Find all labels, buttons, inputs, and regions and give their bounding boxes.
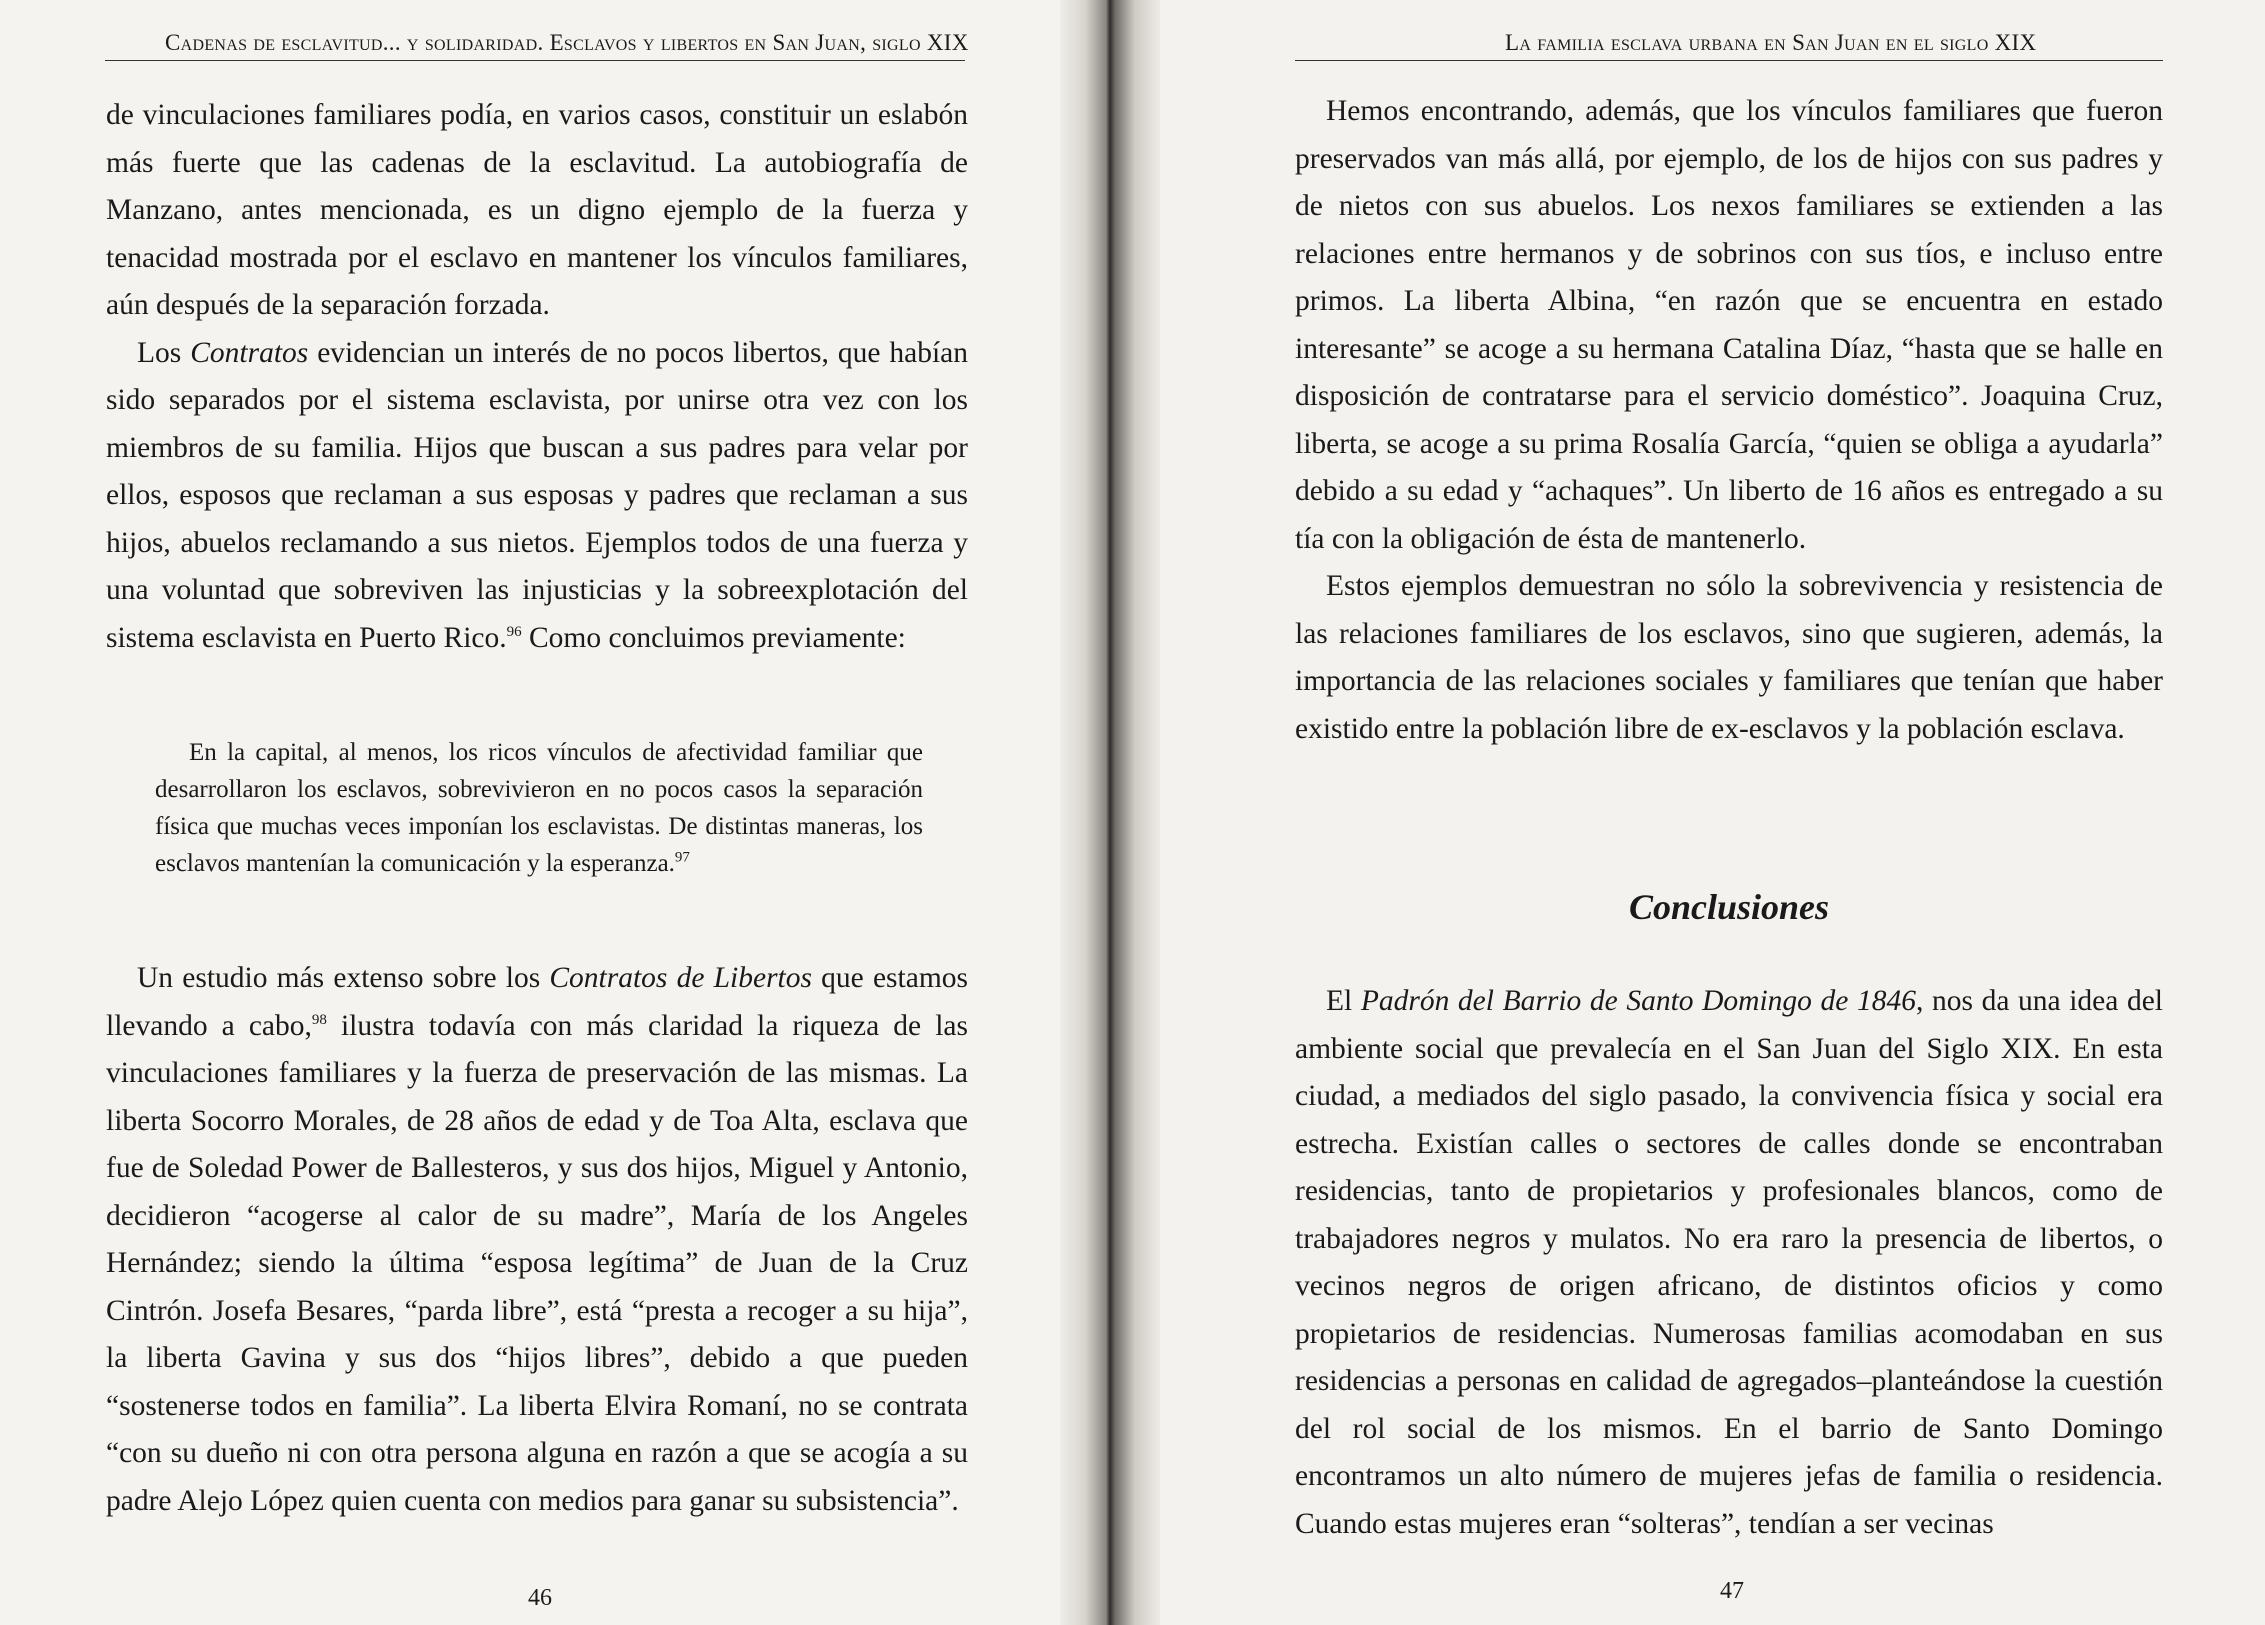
left-p3-start: Un estudio más extenso sobre los (137, 962, 550, 994)
page-number-left: 46 (528, 1585, 552, 1611)
right-text-block-1 (1295, 88, 2163, 753)
left-p3-mid: que estamos llevando a cabo, (106, 962, 968, 1042)
footnote-ref-96: 96 (506, 623, 522, 640)
running-head-left: Cadenas de esclavitud... y solidaridad. Esclavos y libertos en San Juan, siglo XIX (165, 30, 969, 55)
left-page (0, 0, 1060, 1625)
left-text-block-2 (106, 955, 968, 1525)
section-heading: Conclusiones (1628, 887, 1830, 927)
right-page (1160, 0, 2265, 1625)
right-p3-text: , nos da una idea del ambiente social que prevalecía en el San Juan del Siglo XIX. En esta ciudad, a mediados del siglo pasado, la convivencia física y social era estrecha. Existían calles o sectores de calles donde se encontraban residencias, tanto de propietarios y profesionales blancos, como de trabajadores negros y mulatos. No era raro la presencia de libertos, o vecinos negros de origen africano, de distintos oficios y como propietarios de residencias. Numerosas familias acomodaban en sus residencias a personas en calidad de agregados–planteándose la cuestión del rol social de los mismos. En el barrio de Santo Domingo encontramos un alto número de mujeres jefas de familia o residencia. Cuando estas mujeres eran “solteras”, tendían a ser vecinas (1295, 985, 2164, 1540)
left-paragraph-3 (106, 955, 968, 1525)
footnote-ref-98: 98 (311, 1011, 327, 1028)
right-text-block-2 (1295, 978, 2163, 1548)
left-text-block-1 (106, 92, 968, 662)
right-p3-start: El (1326, 985, 1361, 1017)
left-p2-italic: Contratos (190, 336, 309, 369)
left-paragraph-1: de vinculaciones familiares podía, en varios casos, constituir un eslabón más fuerte que las cadenas de la esclavitud. La autobiografía de Manzano, antes mencionada, es un digno ejemplo de la fuerza y tenacidad mostrada por el esclavo en mantener los vínculos familiares, aún después de la separación forzada. (106, 99, 968, 321)
header-rule-left (105, 60, 965, 61)
left-p3-text: ilustra todavía con más claridad la riqueza de las vinculaciones familiares y la fuerza de preservación de las mismas. La liberta Socorro Morales, de 28 años de edad y de Toa Alta, esclava que fue de Soledad Power de Ballesteros, y sus dos hijos, Miguel y Antonio, decidieron “acogerse al calor de su madre”, María de los Angeles Hernández; siendo la última “esposa legítima” de Juan de la Cruz Cintrón. Josefa Besares, “parda libre”, está “presta a recoger a su hija”, la liberta Gavina y sus dos “hijos libres”, debido a que pueden “sostenerse todos en familia”. La liberta Elvira Romaní, no se contrata “con su dueño ni con otra persona alguna en razón a que se acogía a su padre Alejo López quien cuenta con medios para ganar su subsistencia”. (106, 1009, 968, 1517)
header-rule-right (1295, 60, 2163, 61)
left-p2-start: Los (137, 336, 191, 369)
quote-text: En la capital, al menos, los ricos vínculos de afectividad familiar que desarrollaron los esclavos, sobrevivieron en no pocos casos la separación física que muchas veces imponían los esclavistas. De distintas maneras, los esclavos mantenían la comunicación y la esperanza. (155, 739, 923, 877)
right-paragraph-1: Hemos encontrando, además, que los vínculos familiares que fueron preservados van más allá, por ejemplo, de los de hijos con sus padres y de nietos con sus abuelos. Los nexos familiares se extienden a las relaciones entre hermanos y de sobrinos con sus tíos, e incluso entre primos. La liberta Albina, “en razón que se encuentra en estado interesante” se acoge a su hermana Catalina Díaz, “hasta que se halle en disposición de contratarse para el servicio doméstico”. Joaquina Cruz, liberta, se acoge a su prima Rosalía García, “quien se obliga a ayudarla” debido a su edad y “achaques”. Un liberto de 16 años es entregado a su tía con la obligación de ésta de mantenerlo. (1295, 95, 2163, 555)
running-head-right: La familia esclava urbana en San Juan en el siglo XIX (1505, 30, 2037, 55)
block-quote (155, 734, 923, 882)
left-p3-italic: Contratos de Libertos (549, 962, 812, 994)
left-p2-end: Como concluimos previamente: (521, 621, 906, 654)
quote-paragraph (155, 734, 923, 882)
page-number-right: 47 (1720, 1578, 1744, 1604)
left-paragraph-2 (106, 330, 968, 663)
right-paragraph-3 (1295, 978, 2163, 1548)
right-paragraph-2: Estos ejemplos demuestran no sólo la sobrevivencia y resistencia de las relaciones familiares de los esclavos, sino que sugieren, además, la importancia de las relaciones sociales y familiares que tenían que haber existido entre la población libre de ex-esclavos y la población esclava. (1295, 570, 2163, 745)
right-p3-italic: Padrón del Barrio de Santo Domingo de 1846 (1360, 985, 1916, 1017)
footnote-ref-97: 97 (674, 849, 690, 866)
book-gutter (1060, 0, 1160, 1625)
left-p2-text: evidencian un interés de no pocos libertos, que habían sido separados por el sistema esclavista, por unirse otra vez con los miembros de su familia. Hijos que buscan a sus padres para velar por ellos, esposos que reclaman a sus esposas y padres que reclaman a sus hijos, abuelos reclamando a sus nietos. Ejemplos todos de una fuerza y una voluntad que sobreviven las injusticias y la sobreexplotación del sistema esclavista en Puerto Rico. (106, 336, 969, 654)
